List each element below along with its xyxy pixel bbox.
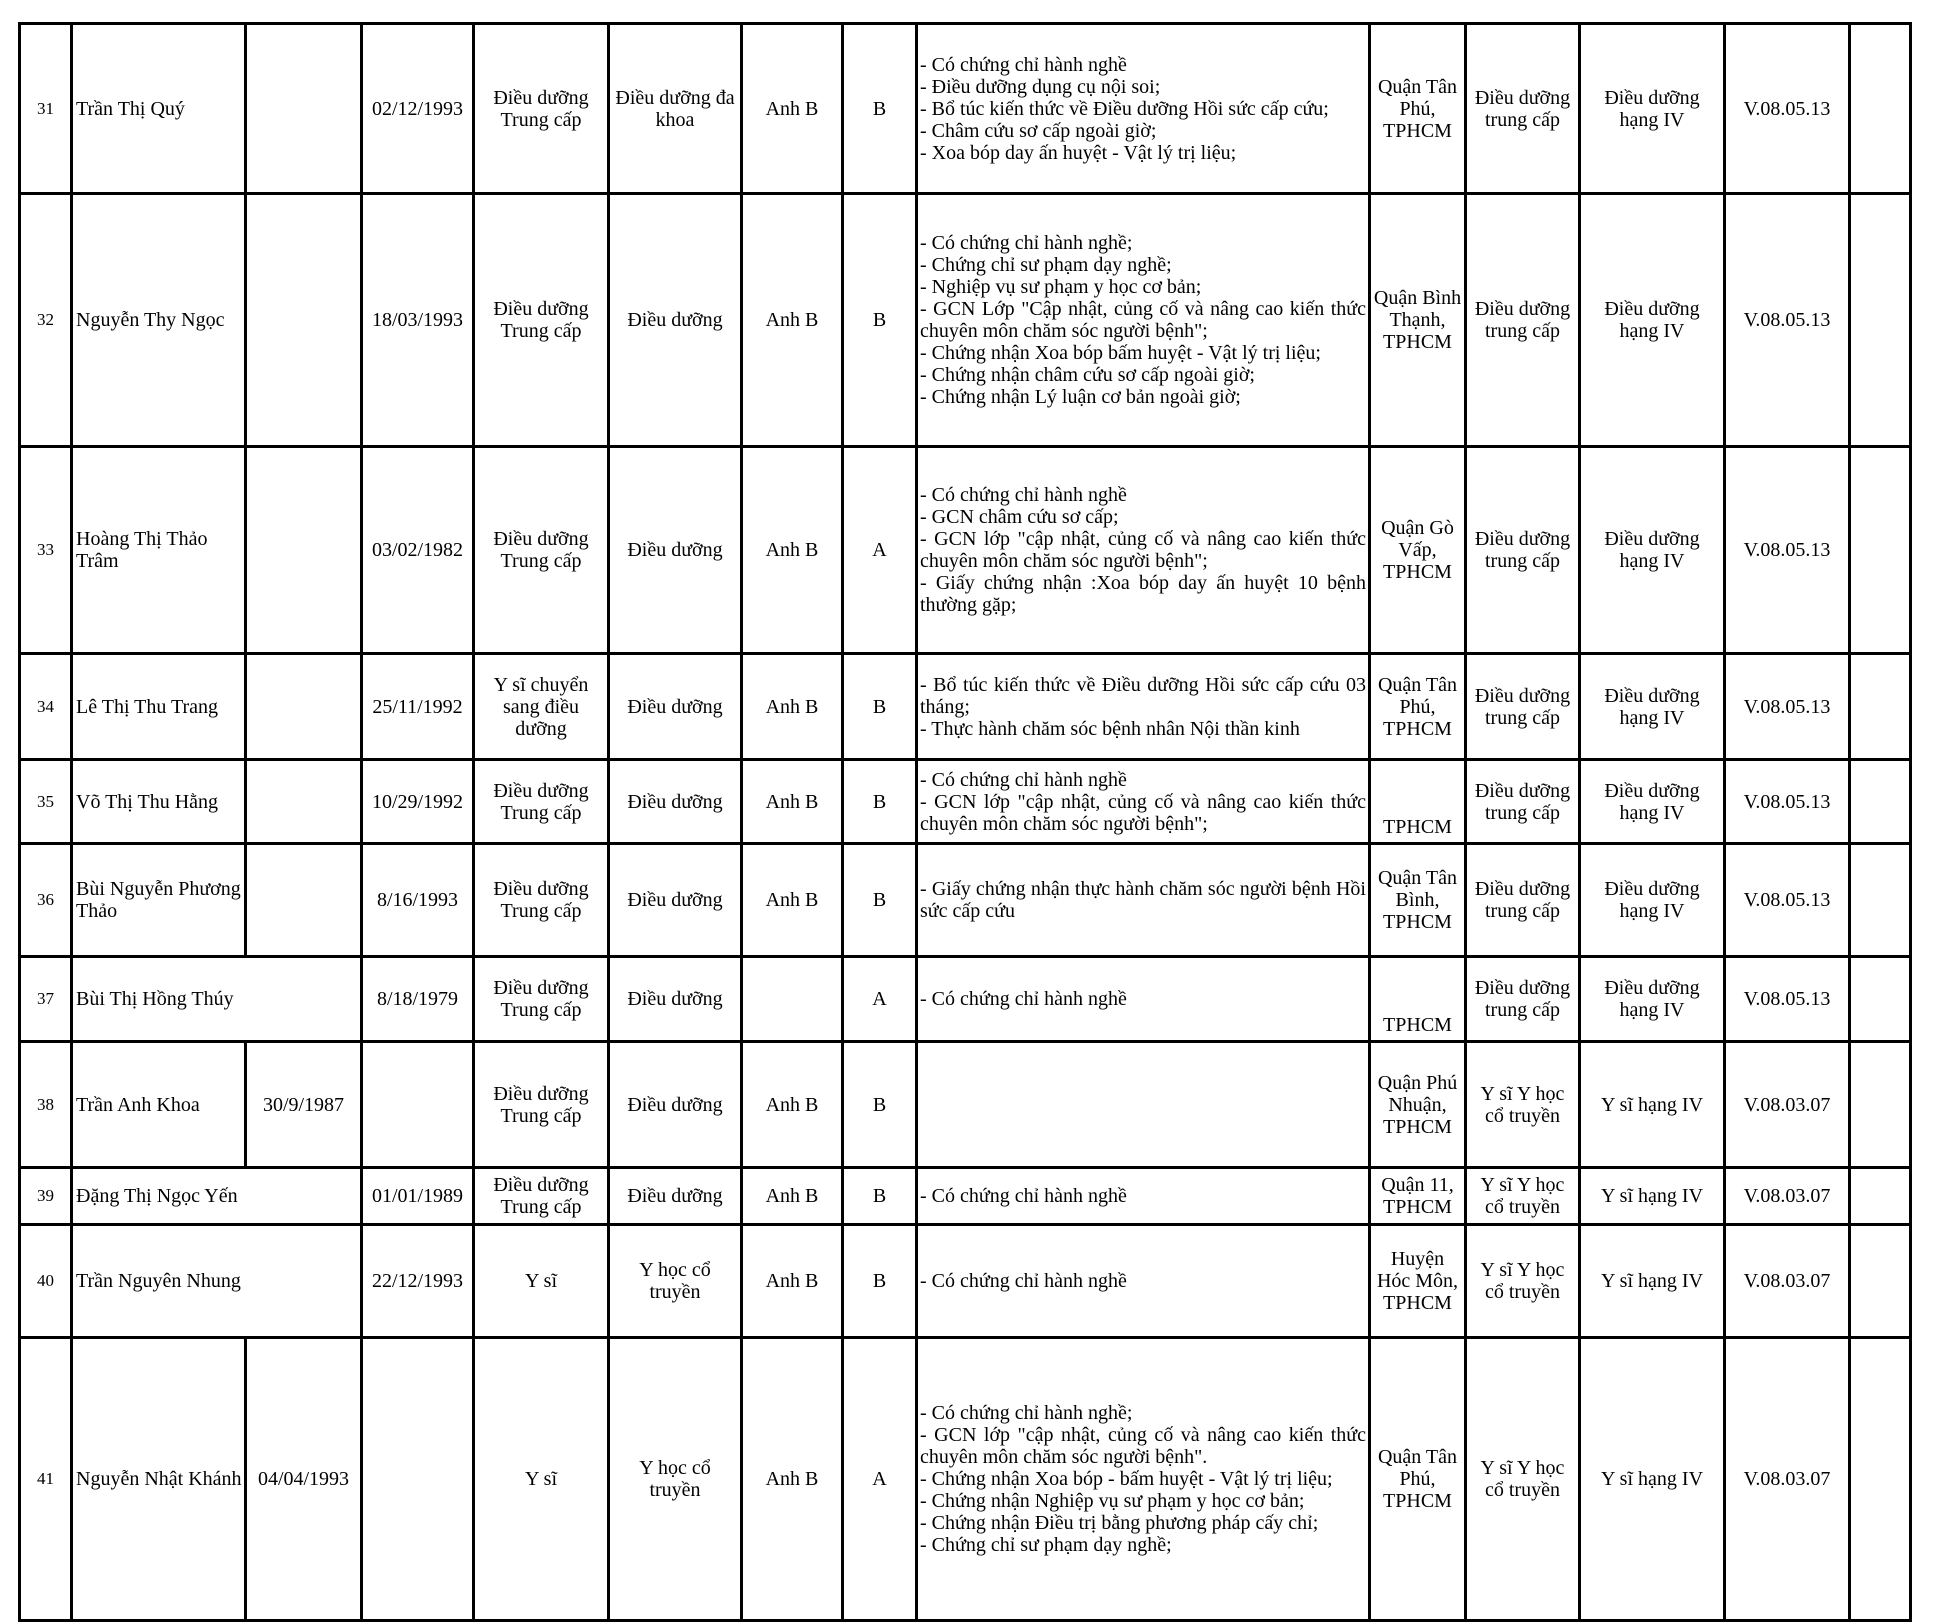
dob-female-cell: 02/12/1993 xyxy=(362,24,474,194)
certificate-item: - Có chứng chỉ hành nghề xyxy=(920,53,1127,76)
position-cell: Điều dưỡng trung cấp xyxy=(1466,447,1580,654)
education-level-cell: Điều dưỡng Trung cấp xyxy=(474,1042,609,1168)
row-number-cell: 31 xyxy=(20,24,72,194)
foreign-language-cell: Anh B xyxy=(742,1168,843,1225)
note-cell xyxy=(1850,1168,1911,1225)
certificate-item: - Chứng nhận Xoa bóp bấm huyệt - Vật lý trị liệu; xyxy=(920,342,1321,364)
full-name-cell: Đặng Thị Ngọc Yến xyxy=(72,1168,362,1225)
certificates-cell xyxy=(917,760,1370,844)
certificate-item: - Nghiệp vụ sư phạm y học cơ bản; xyxy=(920,276,1202,298)
certificates-cell xyxy=(917,1225,1370,1338)
address-cell: Quận Bình Thạnh, TPHCM xyxy=(1370,194,1466,447)
position-cell: Y sĩ Y học cổ truyền xyxy=(1466,1225,1580,1338)
certificate-item: - GCN lớp "cập nhật, củng cố và nâng cao kiến thức chuyên môn chăm sóc người bệnh". xyxy=(920,1424,1366,1468)
table-row xyxy=(20,447,1911,654)
row-number-cell: 35 xyxy=(20,760,72,844)
full-name-cell: Bùi Nguyễn Phương Thảo xyxy=(72,844,246,957)
note-cell xyxy=(1850,654,1911,760)
rank-code-cell: V.08.05.13 xyxy=(1725,24,1850,194)
address-cell: Quận Tân Phú, TPHCM xyxy=(1370,1338,1466,1621)
education-level-cell: Điều dưỡng Trung cấp xyxy=(474,957,609,1042)
rank-cell: Y sĩ hạng IV xyxy=(1580,1225,1725,1338)
certificates-cell xyxy=(917,1338,1370,1621)
dob-male-cell: 04/04/1993 xyxy=(246,1338,362,1621)
row-number-cell: 40 xyxy=(20,1225,72,1338)
address-cell: Quận Phú Nhuận, TPHCM xyxy=(1370,1042,1466,1168)
rank-cell: Y sĩ hạng IV xyxy=(1580,1338,1725,1621)
certificate-item: - Giấy chứng nhận :Xoa bóp day ấn huyệt 10 bệnh thường gặp; xyxy=(920,572,1366,616)
foreign-language-cell: Anh B xyxy=(742,654,843,760)
certificate-item: - GCN Lớp "Cập nhật, củng cố và nâng cao kiến thức chuyên môn chăm sóc người bệnh"; xyxy=(920,298,1366,342)
full-name-cell: Nguyễn Thy Ngọc xyxy=(72,194,246,447)
education-level-cell: Y sĩ xyxy=(474,1338,609,1621)
position-cell: Y sĩ Y học cổ truyền xyxy=(1466,1338,1580,1621)
note-cell xyxy=(1850,957,1911,1042)
certificate-item: - Điều dưỡng dụng cụ nội soi; xyxy=(920,75,1161,98)
rank-cell: Điều dưỡng hạng IV xyxy=(1580,24,1725,194)
position-cell: Y sĩ Y học cổ truyền xyxy=(1466,1042,1580,1168)
row-number-cell: 36 xyxy=(20,844,72,957)
position-cell: Điều dưỡng trung cấp xyxy=(1466,24,1580,194)
rank-cell: Y sĩ hạng IV xyxy=(1580,1168,1725,1225)
foreign-language-cell: Anh B xyxy=(742,1225,843,1338)
dob-male-cell xyxy=(246,194,362,447)
certificate-item: - Chứng nhận Nghiệp vụ sư phạm y học cơ bản; xyxy=(920,1490,1305,1512)
dob-female-cell: 22/12/1993 xyxy=(362,1225,474,1338)
major-cell: Y học cổ truyền xyxy=(609,1225,742,1338)
table-row xyxy=(20,957,1911,1042)
position-cell: Điều dưỡng trung cấp xyxy=(1466,760,1580,844)
dob-female-cell: 8/18/1979 xyxy=(362,957,474,1042)
major-cell: Điều dưỡng xyxy=(609,194,742,447)
certificate-item: - GCN lớp "cập nhật, củng cố và nâng cao kiến thức chuyên môn chăm sóc người bệnh"; xyxy=(920,528,1366,572)
table-row xyxy=(20,1225,1911,1338)
it-level-cell: B xyxy=(843,844,917,957)
certificates-cell xyxy=(917,654,1370,760)
major-cell: Điều dưỡng xyxy=(609,957,742,1042)
full-name-cell: Trần Anh Khoa xyxy=(72,1042,246,1168)
dob-female-cell: 10/29/1992 xyxy=(362,760,474,844)
full-name-cell: Trần Nguyên Nhung xyxy=(72,1225,362,1338)
address-cell: Quận 11, TPHCM xyxy=(1370,1168,1466,1225)
rank-cell: Điều dưỡng hạng IV xyxy=(1580,654,1725,760)
certificate-item: - Giấy chứng nhận thực hành chăm sóc người bệnh Hồi sức cấp cứu xyxy=(920,878,1366,922)
foreign-language-cell: Anh B xyxy=(742,447,843,654)
certificate-item: - GCN lớp "cập nhật, củng cố và nâng cao kiến thức chuyên môn chăm sóc người bệnh"; xyxy=(920,790,1366,835)
rank-code-cell: V.08.03.07 xyxy=(1725,1338,1850,1621)
education-level-cell: Điều dưỡng Trung cấp xyxy=(474,194,609,447)
certificate-item: - Có chứng chỉ hành nghề xyxy=(920,988,1127,1010)
foreign-language-cell: Anh B xyxy=(742,194,843,447)
position-cell: Điều dưỡng trung cấp xyxy=(1466,844,1580,957)
certificate-item: - Xoa bóp day ấn huyệt - Vật lý trị liệu; xyxy=(920,141,1237,164)
it-level-cell: B xyxy=(843,760,917,844)
certificates-cell xyxy=(917,194,1370,447)
education-level-cell: Điều dưỡng Trung cấp xyxy=(474,844,609,957)
rank-cell: Điều dưỡng hạng IV xyxy=(1580,194,1725,447)
address-cell: TPHCM xyxy=(1370,760,1466,844)
table-row xyxy=(20,654,1911,760)
certificates-cell xyxy=(917,1168,1370,1225)
rank-code-cell: V.08.05.13 xyxy=(1725,844,1850,957)
address-cell: TPHCM xyxy=(1370,957,1466,1042)
it-level-cell: B xyxy=(843,194,917,447)
certificate-item: - Chứng chỉ sư phạm dạy nghề; xyxy=(920,1534,1172,1556)
certificates-cell xyxy=(917,957,1370,1042)
dob-male-cell: 30/9/1987 xyxy=(246,1042,362,1168)
education-level-cell: Điều dưỡng Trung cấp xyxy=(474,1168,609,1225)
table-row xyxy=(20,194,1911,447)
certificate-item: - Chứng nhận Điều trị bằng phương pháp cấy chỉ; xyxy=(920,1512,1319,1534)
address-cell: Quận Gò Vấp, TPHCM xyxy=(1370,447,1466,654)
it-level-cell: A xyxy=(843,957,917,1042)
row-number-cell: 37 xyxy=(20,957,72,1042)
rank-code-cell: V.08.05.13 xyxy=(1725,760,1850,844)
dob-female-cell xyxy=(362,1042,474,1168)
certificate-item: - Có chứng chỉ hành nghề; xyxy=(920,232,1133,254)
it-level-cell: A xyxy=(843,1338,917,1621)
it-level-cell: B xyxy=(843,654,917,760)
it-level-cell: B xyxy=(843,24,917,194)
certificate-item: - Chứng nhận Xoa bóp - bấm huyệt - Vật lý trị liệu; xyxy=(920,1468,1333,1490)
certificate-item: - Có chứng chỉ hành nghề xyxy=(920,768,1127,791)
full-name-cell: Bùi Thị Hồng Thúy xyxy=(72,957,362,1042)
foreign-language-cell: Anh B xyxy=(742,1338,843,1621)
note-cell xyxy=(1850,194,1911,447)
dob-male-cell xyxy=(246,760,362,844)
certificate-item: - Có chứng chỉ hành nghề xyxy=(920,1270,1127,1292)
it-level-cell: B xyxy=(843,1042,917,1168)
certificate-item: - Bổ túc kiến thức về Điều dưỡng Hồi sức cấp cứu 03 tháng; xyxy=(920,673,1366,718)
note-cell xyxy=(1850,844,1911,957)
major-cell: Điều dưỡng xyxy=(609,760,742,844)
full-name-cell: Võ Thị Thu Hằng xyxy=(72,760,246,844)
certificate-item: - Có chứng chỉ hành nghề xyxy=(920,484,1127,506)
staff-table xyxy=(18,22,1912,1622)
row-number-cell: 34 xyxy=(20,654,72,760)
education-level-cell: Điều dưỡng Trung cấp xyxy=(474,447,609,654)
note-cell xyxy=(1850,24,1911,194)
major-cell: Điều dưỡng đa khoa xyxy=(609,24,742,194)
it-level-cell: B xyxy=(843,1168,917,1225)
certificate-item: - Chứng nhận châm cứu sơ cấp ngoài giờ; xyxy=(920,364,1255,386)
table-row xyxy=(20,1338,1911,1621)
dob-female-cell xyxy=(362,1338,474,1621)
rank-code-cell: V.08.03.07 xyxy=(1725,1225,1850,1338)
note-cell xyxy=(1850,1225,1911,1338)
certificate-item: - Có chứng chỉ hành nghề xyxy=(920,1185,1127,1207)
rank-cell: Điều dưỡng hạng IV xyxy=(1580,844,1725,957)
table-row xyxy=(20,24,1911,194)
major-cell: Điều dưỡng xyxy=(609,844,742,957)
certificate-item: - Thực hành chăm sóc bệnh nhân Nội thần kinh xyxy=(920,717,1300,740)
certificate-item: - Chứng chỉ sư phạm dạy nghề; xyxy=(920,254,1172,276)
it-level-cell: B xyxy=(843,1225,917,1338)
row-number-cell: 41 xyxy=(20,1338,72,1621)
education-level-cell: Điều dưỡng Trung cấp xyxy=(474,760,609,844)
rank-code-cell: V.08.03.07 xyxy=(1725,1168,1850,1225)
rank-cell: Điều dưỡng hạng IV xyxy=(1580,447,1725,654)
certificates-cell xyxy=(917,24,1370,194)
foreign-language-cell: Anh B xyxy=(742,844,843,957)
certificates-cell xyxy=(917,447,1370,654)
certificate-item: - Châm cứu sơ cấp ngoài giờ; xyxy=(920,119,1157,142)
position-cell: Y sĩ Y học cổ truyền xyxy=(1466,1168,1580,1225)
address-cell: Quận Tân Bình, TPHCM xyxy=(1370,844,1466,957)
dob-male-cell xyxy=(246,654,362,760)
rank-code-cell: V.08.05.13 xyxy=(1725,194,1850,447)
certificate-item: - Bổ túc kiến thức về Điều dưỡng Hồi sức cấp cứu; xyxy=(920,97,1329,120)
row-number-cell: 39 xyxy=(20,1168,72,1225)
table-row xyxy=(20,1168,1911,1225)
address-cell: Quận Tân Phú, TPHCM xyxy=(1370,654,1466,760)
rank-code-cell: V.08.03.07 xyxy=(1725,1042,1850,1168)
dob-female-cell: 25/11/1992 xyxy=(362,654,474,760)
address-cell: Huyện Hóc Môn, TPHCM xyxy=(1370,1225,1466,1338)
foreign-language-cell: Anh B xyxy=(742,24,843,194)
note-cell xyxy=(1850,1042,1911,1168)
rank-cell: Điều dưỡng hạng IV xyxy=(1580,760,1725,844)
full-name-cell: Hoàng Thị Thảo Trâm xyxy=(72,447,246,654)
dob-male-cell xyxy=(246,447,362,654)
major-cell: Điều dưỡng xyxy=(609,1042,742,1168)
note-cell xyxy=(1850,1338,1911,1621)
rank-cell: Điều dưỡng hạng IV xyxy=(1580,957,1725,1042)
certificate-item: - GCN châm cứu sơ cấp; xyxy=(920,506,1119,528)
rank-code-cell: V.08.05.13 xyxy=(1725,654,1850,760)
rank-code-cell: V.08.05.13 xyxy=(1725,957,1850,1042)
education-level-cell: Y sĩ xyxy=(474,1225,609,1338)
rank-code-cell: V.08.05.13 xyxy=(1725,447,1850,654)
foreign-language-cell: Anh B xyxy=(742,1042,843,1168)
dob-female-cell: 8/16/1993 xyxy=(362,844,474,957)
row-number-cell: 32 xyxy=(20,194,72,447)
foreign-language-cell xyxy=(742,957,843,1042)
foreign-language-cell: Anh B xyxy=(742,760,843,844)
major-cell: Điều dưỡng xyxy=(609,447,742,654)
table-row xyxy=(20,1042,1911,1168)
note-cell xyxy=(1850,760,1911,844)
position-cell: Điều dưỡng trung cấp xyxy=(1466,194,1580,447)
rank-cell: Y sĩ hạng IV xyxy=(1580,1042,1725,1168)
table-row xyxy=(20,844,1911,957)
row-number-cell: 33 xyxy=(20,447,72,654)
it-level-cell: A xyxy=(843,447,917,654)
row-number-cell: 38 xyxy=(20,1042,72,1168)
position-cell: Điều dưỡng trung cấp xyxy=(1466,957,1580,1042)
certificate-item: - Chứng nhận Lý luận cơ bản ngoài giờ; xyxy=(920,386,1241,408)
certificates-cell xyxy=(917,844,1370,957)
certificates-cell xyxy=(917,1042,1370,1168)
note-cell xyxy=(1850,447,1911,654)
certificate-item: - Có chứng chỉ hành nghề; xyxy=(920,1402,1133,1424)
education-level-cell: Y sĩ chuyển sang điều dưỡng xyxy=(474,654,609,760)
major-cell: Y học cổ truyền xyxy=(609,1338,742,1621)
address-cell: Quận Tân Phú, TPHCM xyxy=(1370,24,1466,194)
dob-female-cell: 01/01/1989 xyxy=(362,1168,474,1225)
full-name-cell: Lê Thị Thu Trang xyxy=(72,654,246,760)
full-name-cell: Trần Thị Quý xyxy=(72,24,246,194)
dob-female-cell: 03/02/1982 xyxy=(362,447,474,654)
table-row xyxy=(20,760,1911,844)
education-level-cell: Điều dưỡng Trung cấp xyxy=(474,24,609,194)
major-cell: Điều dưỡng xyxy=(609,654,742,760)
full-name-cell: Nguyễn Nhật Khánh xyxy=(72,1338,246,1621)
dob-male-cell xyxy=(246,24,362,194)
major-cell: Điều dưỡng xyxy=(609,1168,742,1225)
dob-female-cell: 18/03/1993 xyxy=(362,194,474,447)
position-cell: Điều dưỡng trung cấp xyxy=(1466,654,1580,760)
dob-male-cell xyxy=(246,844,362,957)
